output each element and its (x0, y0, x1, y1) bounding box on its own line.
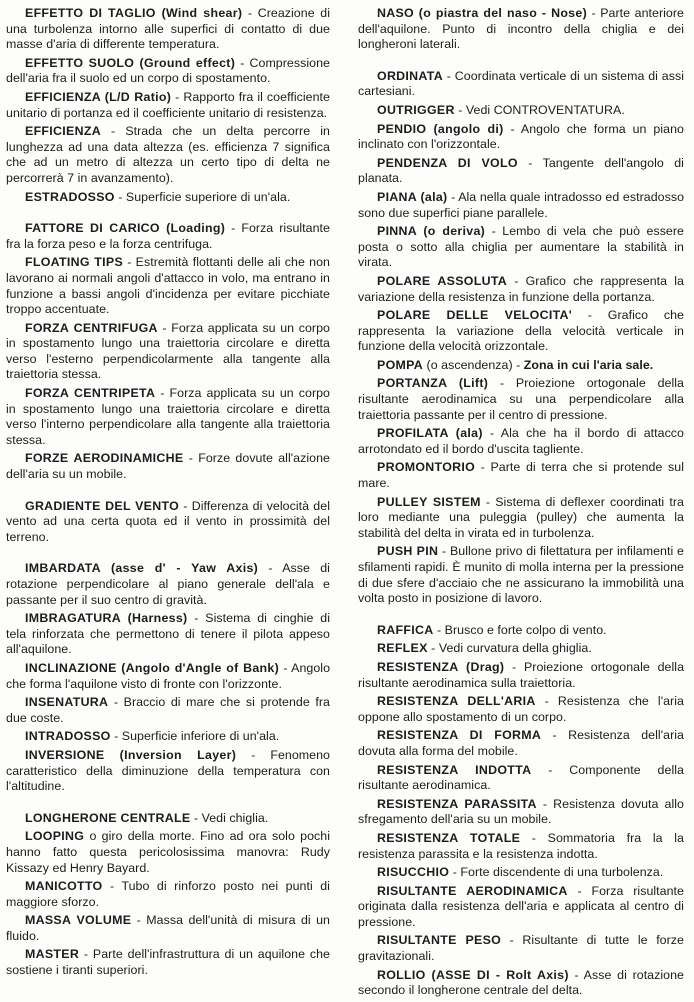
entry-definition: - Parte dell'infrastruttura di un aquilone che sostiene i tiranti superiori. (6, 947, 330, 978)
glossary-entry (358, 156, 684, 187)
glossary-entry (358, 884, 684, 931)
glossary-entry (6, 56, 330, 87)
right-column (358, 6, 684, 1002)
glossary-entry (6, 451, 330, 482)
entry-term: GRADIENTE DEL VENTO (25, 498, 180, 513)
entry-definition: - Coordinata verticale di un sistema di assi cartesiani. (358, 68, 684, 99)
glossary-entry (358, 641, 684, 657)
entry-definition: - Lembo di vela che può essere posta o sotto alla chiglia per aumentare la stabilità in virata. (358, 224, 684, 270)
entry-definition: - Forza risultante originata dalla resistenza dell'aria e applicata al centro di pressione. (358, 883, 684, 929)
entry-definition: - Parte anteriore dell'aquilone. Punto di incontro della chiglia e dei longheroni laterali. (358, 6, 684, 52)
glossary-entry (6, 221, 330, 252)
entry-definition: - Sistema di deflexer coordinati tra loro mediante una puleggia (pulley) che aumenta la stabilità del delta in virata ed in turbolenza. (358, 494, 684, 540)
glossary-entry (358, 274, 684, 305)
left-column (6, 6, 330, 982)
glossary-entry (358, 660, 684, 691)
entry-definition: - Tangente dell'angolo di planata. (358, 155, 684, 186)
entry-definition: - Angolo che forma un piano inclinato con l'orizzontale. (358, 121, 684, 152)
glossary-entry (6, 729, 330, 745)
entry-term: FLOATING TIPS (25, 255, 124, 270)
glossary-entry (358, 426, 684, 457)
entry-definition: - Asse di rotazione secondo il longherone centrale del delta. (358, 967, 684, 998)
entry-term: FORZA CENTRIFUGA (25, 320, 158, 335)
entry-definition: - Forza applicata su un corpo in spostamento lungo una traiettoria circolare e diretta verso l'interno perpendicolare alla tangente alla traiettoria stessa. (6, 386, 331, 447)
entry-term: PORTANZA (Lift) (377, 376, 489, 391)
entry-definition: - Resistenza dovuta allo sfregamento dell'aria su un mobile. (358, 796, 684, 827)
entry-definition: - Asse di rotazione perpendicolare al piano generale dell'ala e passante per il suo centro di gravità. (6, 561, 330, 607)
entry-term: PENDENZA DI VOLO (377, 155, 518, 170)
entry-definition: - Forze dovute all'azione dell'aria su un mobile. (6, 451, 330, 482)
entry-definition: - Parte di terra che si protende sul mare. (358, 460, 684, 491)
entry-definition: - Forza risultante fra la forza peso e la forza centrifuga. (6, 221, 330, 251)
glossary-entry (6, 695, 330, 726)
entry-term: PROMONTORIO (377, 460, 476, 475)
glossary-entry (358, 69, 684, 100)
entry-definition: - Grafico che rappresenta la variazione della velocità verticale in funzione della velocità orizzontale. (358, 308, 684, 354)
entry-term: RISULTANTE AERODINAMICA (377, 883, 568, 898)
entry-term: RESISTENZA DI FORMA (377, 728, 542, 743)
glossary-entry (358, 6, 684, 53)
entry-definition: - Differenza di velocità del vento ad una certa quota ed il vento in prossimità del terreno. (6, 498, 330, 544)
entry-term: NASO (o piastra del naso - Nose) (377, 6, 587, 20)
entry-definition: - Superficie inferiore di un'ala. (110, 729, 280, 744)
glossary-entry (6, 561, 330, 608)
entry-definition: - Vedi CONTROVENTATURA. (454, 102, 625, 117)
entry-term: RESISTENZA DELL'ARIA (377, 694, 536, 709)
glossary-entry (358, 358, 684, 374)
entry-term: FORZA CENTRIPETA (25, 386, 156, 401)
entry-definition: - Vedi chiglia. (190, 810, 269, 825)
glossary-entry (358, 763, 684, 794)
entry-term: ORDINATA (377, 68, 443, 83)
entry-definition: - Rapporto fra il coefficiente unitario di portanza ed il coefficiente unitario di resistenza. (6, 89, 330, 120)
entry-definition: - Creazione di una turbolenza intorno alle superfici di contatto di due masse d'aria di differente temperatura. (6, 6, 331, 52)
entry-definition: - Proiezione ortogonale della risultante aerodinamica su una perpendicolare alla traiettoria passante per il centro di pressione. (358, 376, 684, 422)
entry-term: OUTRIGGER (377, 102, 455, 117)
entry-term: POMPA (377, 357, 424, 372)
entry-term: PIANA (ala) (377, 189, 448, 204)
entry-definition: - Compressione dell'aria fra il suolo ed un corpo di spostamento. (6, 55, 330, 86)
entry-term: LOOPING (25, 829, 85, 844)
entry-definition: - Resistenza dell'aria dovuta alla forma del mobile. (358, 728, 684, 758)
glossary-entry (358, 865, 684, 881)
entry-definition: - Superficie superiore di un'ala. (114, 189, 291, 204)
entry-term: RESISTENZA PARASSITA (377, 796, 537, 811)
glossary-entry (358, 968, 684, 999)
glossary-entry (6, 386, 330, 448)
glossary-entry (358, 190, 684, 221)
glossary-entry (6, 947, 330, 978)
entry-term: RAFFICA (377, 622, 434, 637)
entry-term: FATTORE DI CARICO (Loading) (25, 221, 226, 236)
entry-term: RISUCCHIO (377, 865, 450, 880)
entry-term: EFFICIENZA (25, 124, 101, 139)
glossary-entry (358, 623, 684, 639)
entry-term: PROFILATA (ala) (377, 426, 483, 441)
entry-term: REFLEX (377, 641, 428, 656)
entry-term: INVERSIONE (Inversion Layer) (25, 747, 237, 762)
entry-definition: - Vedi curvatura della ghiglia. (427, 641, 592, 656)
entry-term: POLARE DELLE VELOCITA' (377, 308, 573, 323)
entry-definition: - Componente della risultante aerodinamica. (358, 762, 684, 793)
entry-definition: - Angolo che forma l'aquilone visto di fronte con l'orizzonte. (6, 660, 331, 691)
entry-definition: - Tubo di rinforzo posto nei punti di maggiore sforzo. (6, 879, 330, 909)
entry-definition: - Estremità flottanti delle ali che non lavorano ai normali angoli d'attacco in volo, ma entrano in funzione a bassi angoli d'incidenza per evitare picchiate troppo accentuate. (6, 255, 330, 317)
entry-definition: - Massa dell'unità di misura di un fluido. (6, 913, 330, 943)
entry-term: INCLINAZIONE (Angolo d'Angle of Bank) (25, 660, 280, 675)
entry-definition: - Grafico che rappresenta la variazione della resistenza in funzione della portanza. (358, 273, 684, 304)
entry-definition: o giro della morte. Fino ad ora solo pochi hanno fatto questa pericolosissima manovra: Rudy Kissazy ed Henry Bayard. (6, 829, 330, 875)
glossary-entry (358, 933, 684, 964)
glossary-entry (6, 829, 330, 876)
entry-definition: - Sommatoria fra la la resistenza parassita e la resistenza indotta. (358, 830, 684, 861)
glossary-entry (358, 376, 684, 423)
glossary-entry (6, 321, 330, 383)
entry-term: RESISTENZA TOTALE (377, 830, 521, 845)
glossary-entry (358, 460, 684, 491)
entry-term: LONGHERONE CENTRALE (25, 810, 191, 825)
glossary-entry (6, 6, 330, 53)
entry-term: EFFETTO SUOLO (Ground effect) (25, 55, 236, 70)
entry-definition: - Risultante di tutte le forze gravitazionali. (358, 933, 684, 964)
entry-term: IMBARDATA (asse d' - Yaw Axis) (25, 561, 259, 576)
entry-term: RESISTENZA INDOTTA (377, 762, 532, 777)
entry-term: POLARE ASSOLUTA (377, 273, 508, 288)
entry-term: PINNA (o deriva) (377, 224, 486, 239)
entry-term: IMBRAGATURA (Harness) (25, 611, 188, 626)
entry-definition: - Bullone privo di filettatura per infilamenti e sfilamenti rapidi. È munito di molla interna per la pressione di due sfere d'acciaio che ne assicurano la immobilità una volta posto in posizione di lavoro. (358, 544, 684, 606)
entry-term: EFFICIENZA (L/D Ratio) (25, 89, 172, 104)
glossary-entry (358, 308, 684, 355)
entry-term: ROLLIO (ASSE DI - Rolt Axis) (377, 967, 569, 982)
glossary-entry (358, 103, 684, 119)
entry-term: MASSA VOLUME (25, 913, 132, 928)
glossary-entry (6, 90, 330, 121)
glossary-entry (6, 611, 330, 658)
glossary-entry (358, 797, 684, 828)
glossary-entry (6, 748, 330, 795)
entry-definition: - Ala che ha il bordo di attacco arrotondato ed il bordo d'uscita tagliente. (358, 426, 684, 456)
glossary-entry (358, 728, 684, 759)
glossary-entry (358, 694, 684, 725)
entry-term: MASTER (25, 947, 80, 962)
entry-term: RESISTENZA (Drag) (377, 659, 505, 674)
glossary-entry (6, 879, 330, 910)
entry-term: INSENATURA (25, 695, 109, 710)
entry-definition: - Resistenza che l'aria oppone allo spostamento di un corpo. (358, 694, 684, 724)
entry-definition: - Forte discendente di una turbolenza. (449, 865, 664, 880)
glossary-entry (6, 124, 330, 186)
entry-definition: - Strada che un delta percorre in lunghezza ad una data altezza (es. efficienza 7 significa che ad un metro di altezza un certo tipo di delta ne percorrerà 7 in avanzamento). (6, 124, 330, 185)
glossary-entry (358, 122, 684, 153)
glossary-entry (6, 255, 330, 317)
entry-definition: - Ala nella quale intradosso ed estradosso sono due superfici piane parallele. (358, 189, 685, 220)
entry-definition: (o ascendenza) - (423, 357, 524, 372)
glossary-entry (358, 544, 684, 606)
entry-definition: - Forza applicata su un corpo in spostamento lungo una traiettoria circolare e diretta verso l'esterno perpendicolarmente alla tangente alla traiettoria stessa. (6, 320, 330, 382)
entry-definition: - Brusco e forte colpo di vento. (433, 622, 607, 637)
entry-definition: - Braccio di mare che si protende fra due coste. (6, 695, 330, 725)
entry-term: MANICOTTO (25, 879, 103, 894)
entry-term: RISULTANTE PESO (377, 933, 502, 948)
glossary-entry (6, 190, 330, 206)
entry-definition: - Sistema di cinghie di tela rinforzata che permettono di tenere il pilota appeso all'aquilone. (6, 611, 330, 657)
entry-definition: - Fenomeno caratteristico della diminuzione della temperatura con l'altitudine. (6, 747, 330, 794)
glossary-entry (358, 495, 684, 542)
glossary-entry (6, 661, 330, 692)
glossary-entry (358, 224, 684, 271)
glossary-entry (6, 811, 330, 827)
entry-definition-emphasis: Zona in cui l'aria sale. (523, 357, 654, 372)
glossary-entry (6, 913, 330, 944)
entry-definition: - Proiezione ortogonale della risultante aerodinamica sulla traiettoria. (358, 659, 685, 690)
glossary-entry (358, 831, 684, 862)
entry-term: PULLEY SISTEM (377, 494, 481, 509)
glossary-entry (6, 499, 330, 546)
entry-term: PUSH PIN (377, 544, 439, 559)
entry-term: FORZE AERODINAMICHE (25, 451, 184, 466)
entry-term: PENDIO (angolo di) (377, 121, 504, 136)
entry-term: INTRADOSSO (25, 729, 111, 744)
entry-term: ESTRADOSSO (25, 189, 115, 204)
entry-term: EFFETTO DI TAGLIO (Wind shear) (25, 6, 243, 20)
